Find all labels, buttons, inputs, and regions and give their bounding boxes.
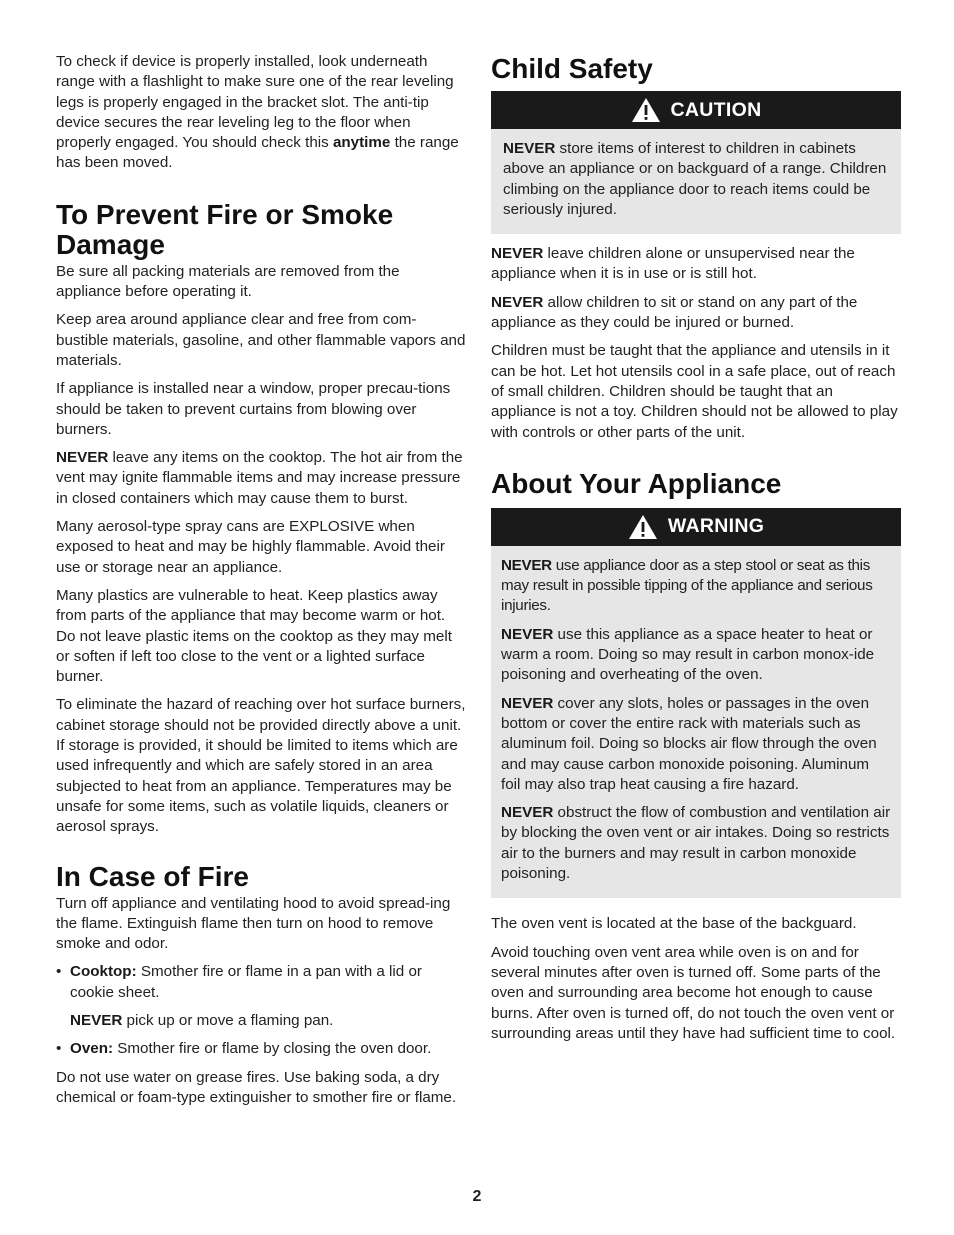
left-column [56, 52, 466, 1116]
caution-box [491, 129, 901, 234]
about-appliance-heading: About Your Appliance [491, 467, 782, 499]
paragraph: If appliance is installed near a window, proper precau-tions should be taken to prevent curtains from blowing over burners. [56, 380, 451, 438]
paragraph: To eliminate the hazard of reaching over hot surface burners, cabinet storage should not be provided directly above a unit. If storage is provided, it should be limited to items which are used infrequently and which are safely stored in an area subjected to heat from an appliance. Temperatures may be unsafe for some items, such as volatile liquids, cleaners or aerosol sprays. [56, 696, 466, 836]
bullet-icon: • [56, 1040, 62, 1058]
paragraph: Turn off appliance and ventilating hood to avoid spread-ing the flame. Extinguish flame then turn on hood to remove smoke and odor. [56, 894, 451, 953]
paragraph: Many aerosol-type spray cans are EXPLOSIVE when exposed to heat and may be highly flammable. Avoid their use or storage near an appliance. [56, 518, 445, 576]
list-subitem: NEVER pick up or move a flaming pan. [70, 1011, 334, 1029]
child-safety-heading: Child Safety [491, 53, 653, 84]
warning-banner [491, 508, 901, 546]
warning-label: WARNING [667, 515, 765, 538]
bullet-icon: • [56, 963, 62, 981]
anti-tip-paragraph: To check if device is properly installed, look underneath range with a flashlight to make sure one of the rear leveling legs is properly engaged in the bracket slot. The anti-tip device secures the rear leveling leg to the floor when properly engaged. You should check this anytime the range has been moved. [56, 53, 459, 172]
caution-label: CAUTION [670, 98, 762, 121]
paragraph: NEVER leave children alone or unsupervised near the appliance when it is in use or is still hot. [491, 245, 855, 283]
paragraph: Children must be taught that the appliance and utensils in it can be hot. Let hot utensils cool in a safe place, out of reach of small children. Children should be taught that an appliance is not a toy. Children should not be allowed to play with controls or other parts of the unit. [491, 342, 898, 441]
paragraph: NEVER leave any items on the cooktop. The hot air from the vent may ignite flammable items and may increase pressure in closed containers which may cause them to burst. [56, 449, 463, 507]
warning-box [491, 546, 901, 898]
caution-banner [491, 91, 901, 129]
paragraph: Be sure all packing materials are removed from the appliance before operating it. [56, 262, 400, 301]
fire-smoke-heading: To Prevent Fire or Smoke Damage [56, 198, 394, 260]
list-item: • Cooktop: Smother fire or flame in a pan with a lid or cookie sheet. [56, 963, 422, 1001]
paragraph: NEVER allow children to sit or stand on any part of the appliance as they could be injured or burned. [491, 293, 858, 332]
warning-text: NEVER use appliance door as a step stool or seat as this may result in possible tipping of the appliance and serious injuries. [501, 556, 873, 615]
list-item: • Oven: Smother fire or flame by closing the oven door. [56, 1039, 466, 1059]
page-number: 2 [472, 1188, 482, 1205]
paragraph: Avoid touching oven vent area while oven is on and for several minutes after oven is turned off. Some parts of the oven and surrounding area become hot enough to cause burns. After oven is turned off, do not touch the oven vent or surrounding areas until they have had sufficient time to cool. [491, 943, 896, 1042]
warning-triangle-icon [628, 514, 658, 540]
paragraph: Do not use water on grease fires. Use baking soda, a dry chemical or foam-type extinguisher to smother fire or flame. [56, 1068, 457, 1106]
case-of-fire-heading: In Case of Fire [56, 860, 249, 892]
warning-text: NEVER obstruct the flow of combustion and ventilation air by blocking the oven vent or air intakes. Doing so restricts air to the burners and may result in carbon monoxide poisoning. [501, 804, 891, 883]
warning-triangle-icon [631, 97, 661, 123]
warning-text: NEVER cover any slots, holes or passages in the oven bottom or cover the entire rack with materials such as aluminum foil. Doing so blocks air flow through the oven and may cause carbon monoxide poisoning. Aluminum foil may also trap heat causing a fire hazard. [501, 694, 877, 793]
warning-text: NEVER use this appliance as a space heater to heat or warm a room. Doing so may result in carbon monox-ide poisoning and overheating of the oven. [501, 625, 875, 684]
caution-text: NEVER store items of interest to children in cabinets above an appliance or on backguard of a range. Children climbing on the appliance door to reach items could be seriously injured. [503, 140, 887, 218]
paragraph: The oven vent is located at the base of the backguard. [491, 915, 857, 933]
paragraph: Many plastics are vulnerable to heat. Keep plastics away from parts of the appliance that may become warm or hot. Do not leave plastic items on the cooktop as they may melt or soften if left too close to the vent or a lighted surface burner. [56, 586, 452, 686]
paragraph: Keep area around appliance clear and free from com-bustible materials, gasoline, and other flammable vapors and materials. [56, 311, 466, 369]
right-column [491, 52, 901, 1052]
